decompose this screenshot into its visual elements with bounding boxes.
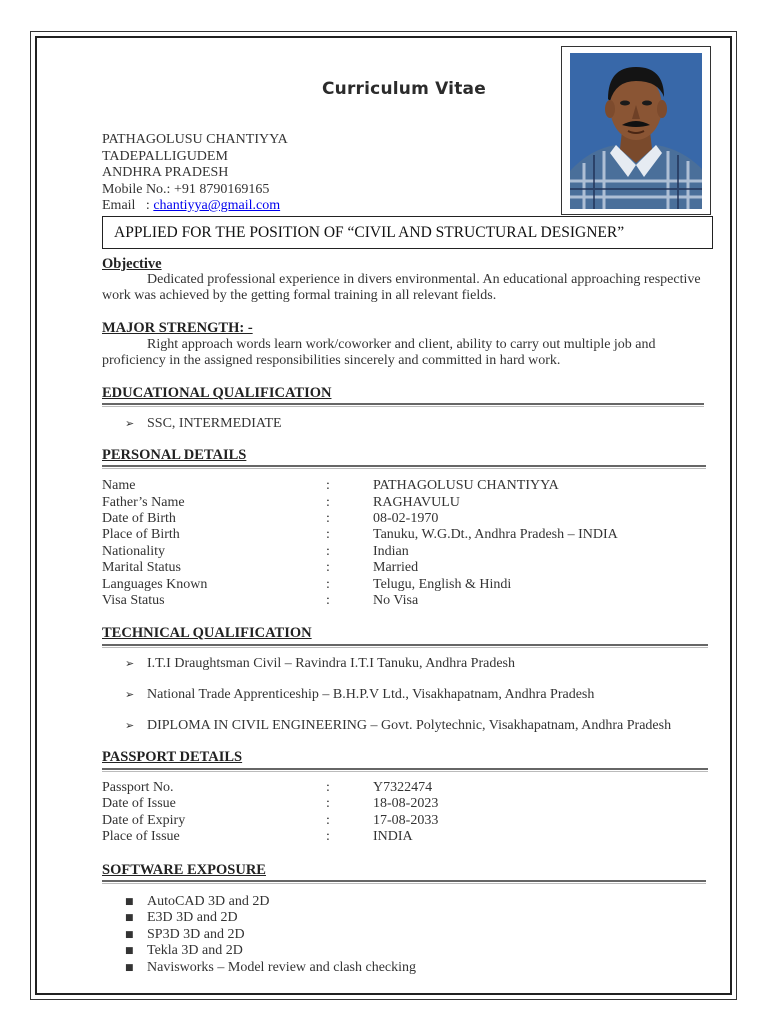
personal-value: PATHAGOLUSU CHANTIYYA	[373, 478, 559, 493]
passport-rule	[102, 768, 708, 770]
arrow-bullet-icon: ➢	[125, 688, 135, 701]
square-bullet-icon: ■	[125, 946, 134, 956]
square-bullet-icon: ■	[125, 963, 134, 973]
square-bullet-icon: ■	[125, 897, 134, 907]
personal-rule	[102, 465, 706, 467]
passport-label: Passport No.	[102, 780, 174, 795]
separator: :	[326, 796, 330, 811]
education-heading: EDUCATIONAL QUALIFICATION	[102, 385, 332, 401]
contact-name: PATHAGOLUSU CHANTIYYA	[102, 132, 288, 147]
software-item	[125, 894, 270, 911]
personal-value: 08-02-1970	[373, 511, 439, 526]
education-rule	[102, 403, 704, 405]
technical-item	[125, 718, 671, 734]
software-item-text: AutoCAD 3D and 2D	[147, 894, 270, 909]
email-link[interactable]: chantiyya@gmail.com	[153, 198, 281, 213]
personal-value: No Visa	[373, 593, 419, 608]
separator: :	[326, 829, 330, 844]
software-item-text: Navisworks – Model review and clash checking	[147, 960, 417, 975]
personal-label: Place of Birth	[102, 527, 180, 542]
personal-label: Name	[102, 478, 136, 493]
software-item-text: SP3D 3D and 2D	[147, 927, 245, 942]
education-item	[125, 416, 282, 432]
separator: :	[326, 527, 330, 542]
contact-mobile: Mobile No.: +91 8790169165	[102, 182, 270, 197]
document-title: Curriculum Vitae	[322, 79, 486, 99]
square-bullet-icon: ■	[125, 930, 134, 940]
software-rule	[102, 880, 706, 882]
separator: :	[326, 813, 330, 828]
technical-rule	[102, 644, 708, 646]
separator: :	[326, 780, 330, 795]
passport-heading: PASSPORT DETAILS	[102, 749, 243, 765]
personal-label: Date of Birth	[102, 511, 176, 526]
personal-value: RAGHAVULU	[373, 495, 460, 510]
passport-value: INDIA	[373, 829, 413, 844]
separator: :	[326, 560, 330, 575]
technical-heading: TECHNICAL QUALIFICATION	[102, 625, 312, 641]
software-item-text: Tekla 3D and 2D	[147, 943, 243, 958]
passport-value: 17-08-2033	[373, 813, 439, 828]
profile-photo-frame	[561, 46, 711, 215]
arrow-bullet-icon: ➢	[125, 719, 135, 732]
contact-town: TADEPALLIGUDEM	[102, 149, 228, 164]
major-strength-heading: MAJOR STRENGTH: -	[102, 320, 253, 336]
education-item-text: SSC, INTERMEDIATE	[147, 416, 282, 431]
technical-item	[125, 656, 515, 672]
passport-label: Place of Issue	[102, 829, 180, 844]
personal-label: Nationality	[102, 544, 165, 559]
separator: :	[326, 495, 330, 510]
personal-value: Indian	[373, 544, 409, 559]
personal-label: Father’s Name	[102, 495, 185, 510]
major-strength-line-1	[102, 337, 702, 354]
software-item	[125, 910, 238, 927]
separator: :	[326, 511, 330, 526]
passport-label: Date of Expiry	[102, 813, 186, 828]
personal-value: Married	[373, 560, 419, 575]
personal-label: Marital Status	[102, 560, 181, 575]
arrow-bullet-icon: ➢	[125, 657, 135, 670]
software-heading: SOFTWARE EXPOSURE	[102, 862, 266, 878]
separator: :	[326, 478, 330, 493]
separator: :	[326, 544, 330, 559]
square-bullet-icon: ■	[125, 913, 134, 923]
software-item	[125, 943, 243, 960]
personal-label: Languages Known	[102, 577, 208, 592]
passport-label: Date of Issue	[102, 796, 176, 811]
major-strength-text-2: proficiency in the assigned responsibilities sincerely and committed in hard work.	[102, 353, 561, 368]
personal-value: Telugu, English & Hindi	[373, 577, 512, 592]
software-item	[125, 960, 416, 977]
personal-value: Tanuku, W.G.Dt., Andhra Pradesh – INDIA	[373, 527, 618, 542]
major-strength-text-1: Right approach words learn work/coworker and client, ability to carry out multiple job and	[147, 337, 656, 352]
objective-text-2: work was achieved by the getting formal training in all relevant fields.	[102, 288, 497, 303]
profile-photo	[570, 53, 702, 209]
separator: :	[326, 577, 330, 592]
objective-text-1: Dedicated professional experience in divers environmental. An educational approaching respective	[147, 272, 701, 287]
arrow-bullet-icon: ➢	[125, 417, 135, 430]
contact-email-row	[102, 198, 280, 215]
personal-label: Visa Status	[102, 593, 165, 608]
software-item	[125, 927, 245, 944]
technical-item	[125, 687, 594, 703]
technical-item-text: DIPLOMA IN CIVIL ENGINEERING – Govt. Polytechnic, Visakhapatnam, Andhra Pradesh	[147, 718, 672, 733]
passport-value: 18-08-2023	[373, 796, 439, 811]
objective-line-1	[102, 272, 702, 289]
technical-item-text: I.T.I Draughtsman Civil – Ravindra I.T.I Tanuku, Andhra Pradesh	[147, 656, 515, 671]
passport-value: Y7322474	[373, 780, 433, 795]
personal-heading: PERSONAL DETAILS	[102, 447, 247, 463]
contact-state: ANDHRA PRADESH	[102, 165, 229, 180]
separator: :	[326, 593, 330, 608]
objective-heading: Objective	[102, 256, 162, 272]
technical-item-text: National Trade Apprenticeship – B.H.P.V Ltd., Visakhapatnam, Andhra Pradesh	[147, 687, 595, 702]
applied-position-box: APPLIED FOR THE POSITION OF “CIVIL AND STRUCTURAL DESIGNER”	[102, 216, 713, 249]
software-item-text: E3D 3D and 2D	[147, 910, 238, 925]
email-label: Email :	[102, 198, 154, 213]
